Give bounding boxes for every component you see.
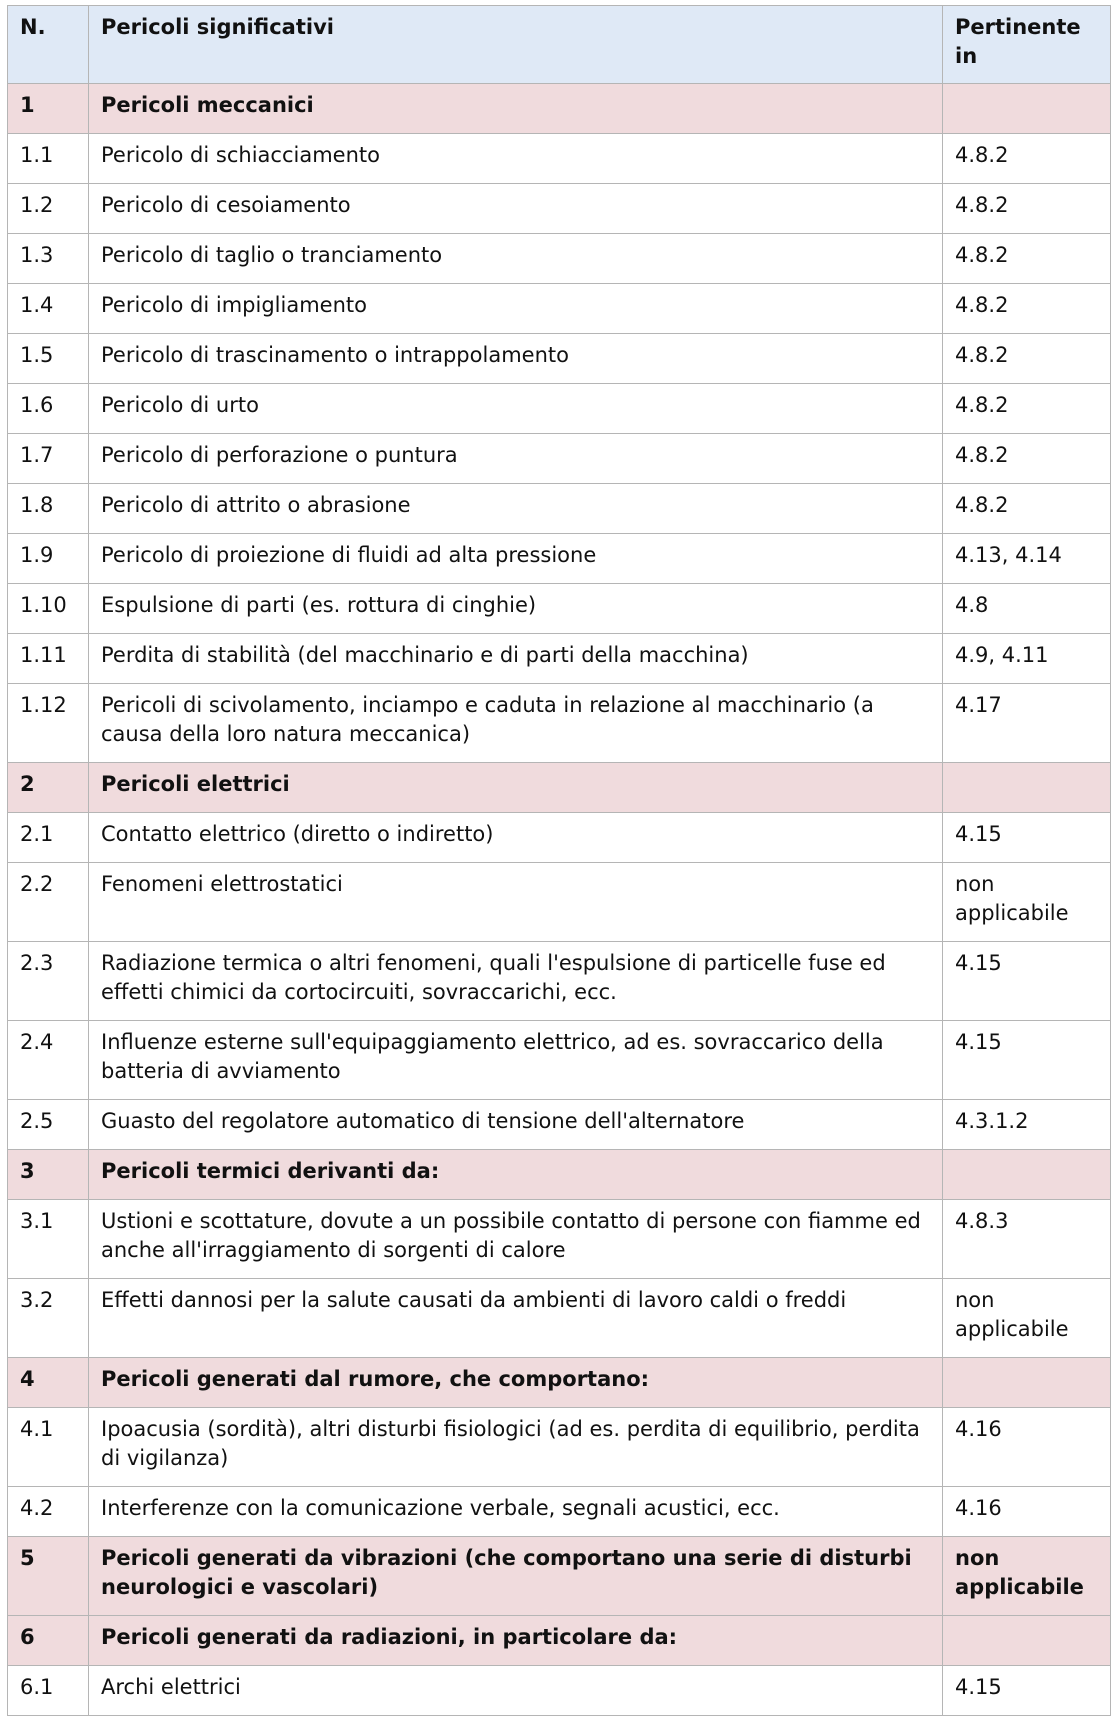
cell-reference: non applicabile [943,1537,1111,1616]
cell-number: 3.1 [8,1200,89,1279]
cell-reference: 4.8.2 [943,134,1111,184]
table-row [8,1408,1111,1487]
header-reference: Pertinente in [943,6,1111,84]
cell-number: 1.3 [8,234,89,284]
cell-reference: 4.16 [943,1487,1111,1537]
cell-reference: 4.8.2 [943,334,1111,384]
cell-reference: 4.17 [943,684,1111,763]
hazard-table [7,5,1111,1716]
cell-hazard: Pericoli meccanici [89,84,943,134]
cell-reference: 4.15 [943,942,1111,1021]
cell-reference [943,84,1111,134]
cell-number: 4.1 [8,1408,89,1487]
table-row [8,384,1111,434]
cell-hazard: Pericoli termici derivanti da: [89,1150,943,1200]
cell-reference: 4.8.2 [943,234,1111,284]
cell-number: 4 [8,1358,89,1408]
cell-hazard: Pericolo di trascinamento o intrappolamento [89,334,943,384]
cell-number: 1.12 [8,684,89,763]
cell-hazard: Contatto elettrico (diretto o indiretto) [89,813,943,863]
cell-hazard: Influenze esterne sull'equipaggiamento elettrico, ad es. sovraccarico della batteria di avviamento [89,1021,943,1100]
cell-number: 1.6 [8,384,89,434]
cell-reference: 4.15 [943,1021,1111,1100]
cell-number: 2.1 [8,813,89,863]
cell-reference [943,1616,1111,1666]
cell-reference: 4.3.1.2 [943,1100,1111,1150]
cell-hazard: Fenomeni elettrostatici [89,863,943,942]
table-row [8,534,1111,584]
table-row [8,234,1111,284]
cell-hazard: Perdita di stabilità (del macchinario e di parti della macchina) [89,634,943,684]
table-row [8,1487,1111,1537]
cell-hazard: Pericoli generati da vibrazioni (che comportano una serie di disturbi neurologici e vascolari) [89,1537,943,1616]
cell-hazard: Pericolo di cesoiamento [89,184,943,234]
cell-reference [943,1358,1111,1408]
cell-number: 2.3 [8,942,89,1021]
cell-number: 1.8 [8,484,89,534]
cell-hazard: Pericolo di proiezione di fluidi ad alta pressione [89,534,943,584]
cell-hazard: Pericolo di schiacciamento [89,134,943,184]
section-row [8,1537,1111,1616]
section-row [8,763,1111,813]
cell-number: 1.4 [8,284,89,334]
section-row [8,1616,1111,1666]
header-number: N. [8,6,89,84]
cell-hazard: Pericoli di scivolamento, inciampo e caduta in relazione al macchinario (a causa della loro natura meccanica) [89,684,943,763]
section-row [8,84,1111,134]
cell-number: 6.1 [8,1666,89,1716]
cell-reference [943,763,1111,813]
table-row [8,1100,1111,1150]
table-row [8,1279,1111,1358]
cell-hazard: Radiazione termica o altri fenomeni, quali l'espulsione di particelle fuse ed effetti chimici da cortocircuiti, sovraccarichi, ecc. [89,942,943,1021]
table-row [8,863,1111,942]
cell-hazard: Effetti dannosi per la salute causati da ambienti di lavoro caldi o freddi [89,1279,943,1358]
cell-reference [943,1150,1111,1200]
cell-number: 5 [8,1537,89,1616]
cell-reference: 4.8.3 [943,1200,1111,1279]
cell-reference: non applicabile [943,863,1111,942]
cell-reference: 4.8.2 [943,384,1111,434]
cell-number: 1 [8,84,89,134]
cell-reference: 4.15 [943,813,1111,863]
cell-reference: 4.9, 4.11 [943,634,1111,684]
cell-hazard: Ipoacusia (sordità), altri disturbi fisiologici (ad es. perdita di equilibrio, perdita di vigilanza) [89,1408,943,1487]
cell-number: 1.9 [8,534,89,584]
cell-reference: 4.8.2 [943,484,1111,534]
cell-hazard: Pericoli generati da radiazioni, in particolare da: [89,1616,943,1666]
cell-hazard: Pericoli generati dal rumore, che comportano: [89,1358,943,1408]
table-row [8,1021,1111,1100]
cell-reference: non applicabile [943,1279,1111,1358]
cell-hazard: Ustioni e scottature, dovute a un possibile contatto di persone con fiamme ed anche all'irraggiamento di sorgenti di calore [89,1200,943,1279]
cell-reference: 4.8 [943,584,1111,634]
cell-number: 1.7 [8,434,89,484]
table-row [8,1666,1111,1716]
cell-number: 3.2 [8,1279,89,1358]
cell-number: 1.10 [8,584,89,634]
cell-hazard: Pericolo di perforazione o puntura [89,434,943,484]
table-row [8,434,1111,484]
cell-number: 1.1 [8,134,89,184]
cell-number: 2.4 [8,1021,89,1100]
cell-reference: 4.15 [943,1666,1111,1716]
cell-hazard: Interferenze con la comunicazione verbale, segnali acustici, ecc. [89,1487,943,1537]
cell-hazard: Pericolo di taglio o tranciamento [89,234,943,284]
table-row [8,484,1111,534]
cell-reference: 4.13, 4.14 [943,534,1111,584]
cell-hazard: Guasto del regolatore automatico di tensione dell'alternatore [89,1100,943,1150]
cell-reference: 4.8.2 [943,184,1111,234]
cell-number: 4.2 [8,1487,89,1537]
table-body [8,84,1111,1716]
section-row [8,1150,1111,1200]
cell-number: 1.2 [8,184,89,234]
cell-hazard: Pericoli elettrici [89,763,943,813]
cell-hazard: Espulsione di parti (es. rottura di cinghie) [89,584,943,634]
table-row [8,813,1111,863]
cell-number: 2 [8,763,89,813]
table-row [8,1200,1111,1279]
section-row [8,1358,1111,1408]
cell-reference: 4.8.2 [943,284,1111,334]
table-row [8,134,1111,184]
cell-number: 1.5 [8,334,89,384]
table-row [8,334,1111,384]
cell-number: 1.11 [8,634,89,684]
table-row [8,184,1111,234]
cell-hazard: Archi elettrici [89,1666,943,1716]
cell-number: 3 [8,1150,89,1200]
cell-number: 2.5 [8,1100,89,1150]
cell-reference: 4.16 [943,1408,1111,1487]
cell-reference: 4.8.2 [943,434,1111,484]
table-row [8,684,1111,763]
table-row [8,942,1111,1021]
cell-hazard: Pericolo di impigliamento [89,284,943,334]
cell-hazard: Pericolo di urto [89,384,943,434]
table-row [8,634,1111,684]
cell-number: 2.2 [8,863,89,942]
table-row [8,584,1111,634]
table-header-row [8,6,1111,84]
table-row [8,284,1111,334]
hazard-table-container [7,5,1110,1716]
header-hazard: Pericoli significativi [89,6,943,84]
cell-hazard: Pericolo di attrito o abrasione [89,484,943,534]
cell-number: 6 [8,1616,89,1666]
